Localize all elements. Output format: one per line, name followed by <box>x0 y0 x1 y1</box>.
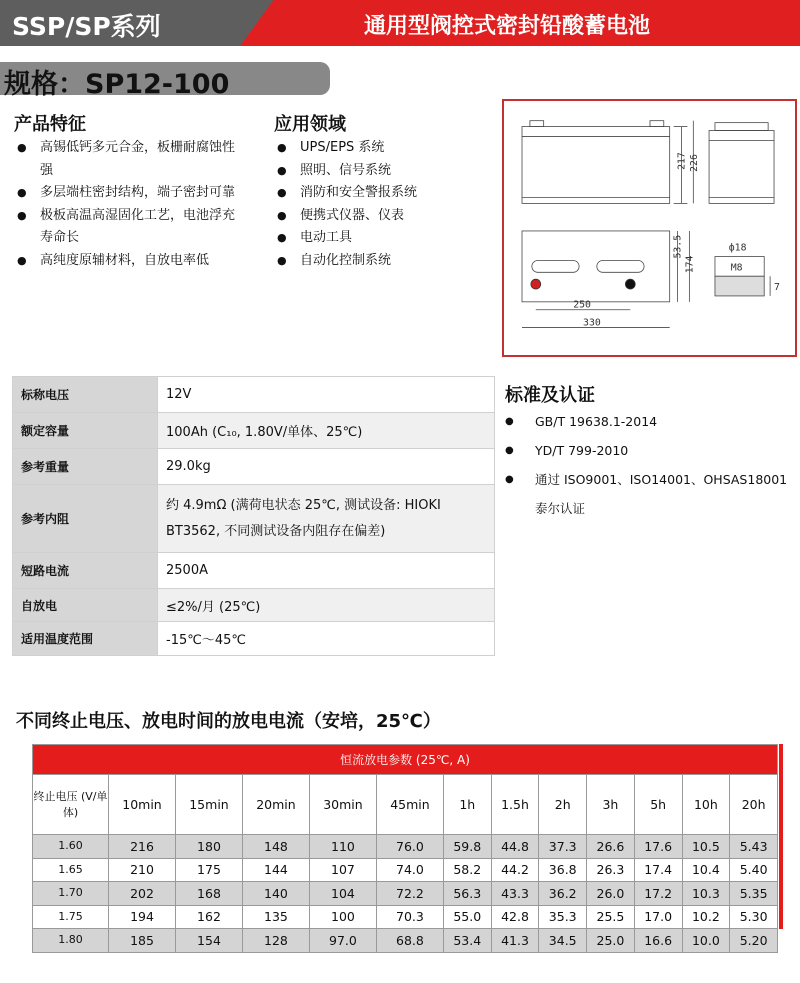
row-header-label: 终止电压 (V/单体) <box>33 775 109 835</box>
spec-key: 自放电 <box>13 589 158 622</box>
discharge-current: 5.20 <box>730 929 778 953</box>
spec-key: 标称电压 <box>13 377 158 413</box>
discharge-current: 26.6 <box>587 835 635 859</box>
discharge-current: 74.0 <box>376 858 443 882</box>
positive-terminal <box>531 279 541 289</box>
discharge-current: 202 <box>109 882 176 906</box>
spec-row <box>13 485 495 553</box>
model-label: 规格：SP12-100 <box>4 69 230 100</box>
discharge-current: 5.35 <box>730 882 778 906</box>
discharge-current: 70.3 <box>376 905 443 929</box>
spec-value: 100Ah (C₁₀, 1.80V/单体、25℃) <box>158 413 495 449</box>
discharge-current: 10.3 <box>682 882 730 906</box>
dim-217: 217 <box>676 152 688 170</box>
spec-table <box>12 376 495 656</box>
dim-226: 226 <box>689 154 701 172</box>
discharge-current: 5.43 <box>730 835 778 859</box>
spec-row <box>13 413 495 449</box>
spec-row <box>13 377 495 413</box>
discharge-row <box>33 835 778 859</box>
cutoff-voltage: 1.70 <box>33 882 109 906</box>
discharge-current: 168 <box>175 882 242 906</box>
dim-250: 250 <box>573 299 591 311</box>
col-header: 20min <box>242 775 309 835</box>
dim-7: 7 <box>774 282 780 294</box>
top-view-outline <box>522 231 670 302</box>
feature-item: ● 高锡低钙多元合金，板栅耐腐蚀性强 <box>14 137 244 182</box>
spec-key: 短路电流 <box>13 553 158 589</box>
discharge-current: 44.2 <box>491 858 539 882</box>
discharge-current: 17.4 <box>634 858 682 882</box>
applications-title: 应用领域 <box>274 114 346 135</box>
side-view-outline <box>709 131 774 204</box>
application-item: ● 照明、信号系统 <box>274 160 494 183</box>
discharge-current: 76.0 <box>376 835 443 859</box>
discharge-current: 10.5 <box>682 835 730 859</box>
spec-key: 适用温度范围 <box>13 622 158 656</box>
dim-phi18: ф18 <box>728 242 747 254</box>
standard-item: ● GB/T 19638.1-2014 <box>505 407 795 436</box>
discharge-current: 59.8 <box>443 835 491 859</box>
discharge-current: 35.3 <box>539 905 587 929</box>
cutoff-voltage: 1.65 <box>33 858 109 882</box>
discharge-current: 107 <box>309 858 376 882</box>
dimension-drawing <box>502 99 797 357</box>
front-terminal-left <box>530 121 544 127</box>
discharge-current: 16.6 <box>634 929 682 953</box>
col-header: 30min <box>309 775 376 835</box>
discharge-current: 210 <box>109 858 176 882</box>
discharge-caption-row <box>33 745 778 775</box>
discharge-current: 17.6 <box>634 835 682 859</box>
discharge-current: 144 <box>242 858 309 882</box>
dim-174: 174 <box>684 255 696 274</box>
col-header: 20h <box>730 775 778 835</box>
front-view-outline <box>522 127 670 204</box>
discharge-current: 10.2 <box>682 905 730 929</box>
discharge-current: 5.40 <box>730 858 778 882</box>
discharge-current: 37.3 <box>539 835 587 859</box>
discharge-current: 162 <box>175 905 242 929</box>
spec-key: 参考内阻 <box>13 485 158 553</box>
application-item: ● 消防和安全警报系统 <box>274 182 494 205</box>
discharge-caption: 恒流放电参数 (25℃, A) <box>33 745 778 775</box>
features-title: 产品特征 <box>14 114 86 135</box>
discharge-current: 100 <box>309 905 376 929</box>
discharge-current: 41.3 <box>491 929 539 953</box>
application-item: ● UPS/EPS 系统 <box>274 137 494 160</box>
standards-list <box>505 407 795 523</box>
col-header: 10h <box>682 775 730 835</box>
standards-title: 标准及认证 <box>505 385 595 406</box>
discharge-current: 17.2 <box>634 882 682 906</box>
col-header: 5h <box>634 775 682 835</box>
cutoff-voltage: 1.75 <box>33 905 109 929</box>
front-terminal-right <box>650 121 664 127</box>
discharge-current: 34.5 <box>539 929 587 953</box>
spec-row <box>13 449 495 485</box>
series-title: SSP/SP系列 <box>12 12 161 41</box>
dim-53-5: 53.5 <box>672 234 684 259</box>
discharge-current: 56.3 <box>443 882 491 906</box>
discharge-row <box>33 905 778 929</box>
col-header: 3h <box>587 775 635 835</box>
discharge-row <box>33 858 778 882</box>
cutoff-voltage: 1.80 <box>33 929 109 953</box>
negative-terminal <box>625 279 635 289</box>
discharge-current: 26.0 <box>587 882 635 906</box>
spec-key: 参考重量 <box>13 449 158 485</box>
discharge-current: 25.5 <box>587 905 635 929</box>
col-header: 1.5h <box>491 775 539 835</box>
discharge-current: 97.0 <box>309 929 376 953</box>
discharge-current: 216 <box>109 835 176 859</box>
discharge-current: 53.4 <box>443 929 491 953</box>
discharge-current: 135 <box>242 905 309 929</box>
discharge-current: 43.3 <box>491 882 539 906</box>
standard-item: ● 通过 ISO9001、ISO14001、OHSAS18001 泰尔认证 <box>505 465 795 523</box>
discharge-current: 72.2 <box>376 882 443 906</box>
discharge-current: 140 <box>242 882 309 906</box>
discharge-current: 36.2 <box>539 882 587 906</box>
discharge-current: 180 <box>175 835 242 859</box>
model-banner <box>0 62 330 100</box>
col-header: 45min <box>376 775 443 835</box>
feature-item: ● 多层端柱密封结构，端子密封可靠 <box>14 182 244 205</box>
discharge-current: 148 <box>242 835 309 859</box>
dim-m8: M8 <box>730 262 743 274</box>
discharge-current: 58.2 <box>443 858 491 882</box>
features-list <box>14 137 244 272</box>
discharge-current: 17.0 <box>634 905 682 929</box>
application-item: ● 自动化控制系统 <box>274 250 494 273</box>
discharge-current: 42.8 <box>491 905 539 929</box>
discharge-current: 194 <box>109 905 176 929</box>
application-item: ● 便携式仪器、仪表 <box>274 205 494 228</box>
discharge-current: 128 <box>242 929 309 953</box>
col-header: 1h <box>443 775 491 835</box>
col-header: 15min <box>175 775 242 835</box>
spec-value: 2500A <box>158 553 495 589</box>
table-red-edge <box>779 744 783 929</box>
spec-row <box>13 553 495 589</box>
discharge-header-row <box>33 775 778 835</box>
spec-value: ≤2%/月 (25℃) <box>158 589 495 622</box>
spec-key: 额定容量 <box>13 413 158 449</box>
header-bar <box>0 0 800 46</box>
discharge-current: 36.8 <box>539 858 587 882</box>
cutoff-voltage: 1.60 <box>33 835 109 859</box>
discharge-current: 44.8 <box>491 835 539 859</box>
discharge-current: 5.30 <box>730 905 778 929</box>
spec-value: 12V <box>158 377 495 413</box>
product-title: 通用型阀控式密封铅酸蓄电池 <box>363 14 650 39</box>
spec-value: 29.0kg <box>158 449 495 485</box>
discharge-row <box>33 882 778 906</box>
spec-value: 约 4.9mΩ (满荷电状态 25℃, 测试设备: HIOKI BT3562, 不同测试设备内阻存在偏差) <box>158 485 495 553</box>
discharge-current: 185 <box>109 929 176 953</box>
discharge-title: 不同终止电压、放电时间的放电电流（安培，25℃） <box>16 711 441 732</box>
discharge-current: 26.3 <box>587 858 635 882</box>
standard-item: ● YD/T 799-2010 <box>505 436 795 465</box>
discharge-row <box>33 929 778 953</box>
feature-item: ● 高纯度原辅材料，自放电率低 <box>14 250 244 273</box>
discharge-current: 10.0 <box>682 929 730 953</box>
spec-row <box>13 589 495 622</box>
applications-list <box>274 137 494 272</box>
discharge-current: 55.0 <box>443 905 491 929</box>
discharge-current: 154 <box>175 929 242 953</box>
discharge-current: 104 <box>309 882 376 906</box>
discharge-current: 175 <box>175 858 242 882</box>
spec-row <box>13 622 495 656</box>
discharge-current: 25.0 <box>587 929 635 953</box>
feature-item: ● 极板高温高湿固化工艺，电池浮充寿命长 <box>14 205 244 250</box>
discharge-current: 68.8 <box>376 929 443 953</box>
discharge-table <box>32 744 778 953</box>
spec-value: -15℃～45℃ <box>158 622 495 656</box>
application-item: ● 电动工具 <box>274 227 494 250</box>
col-header: 2h <box>539 775 587 835</box>
discharge-current: 10.4 <box>682 858 730 882</box>
col-header: 10min <box>109 775 176 835</box>
discharge-body <box>33 835 778 953</box>
discharge-current: 110 <box>309 835 376 859</box>
dim-330: 330 <box>583 317 601 329</box>
